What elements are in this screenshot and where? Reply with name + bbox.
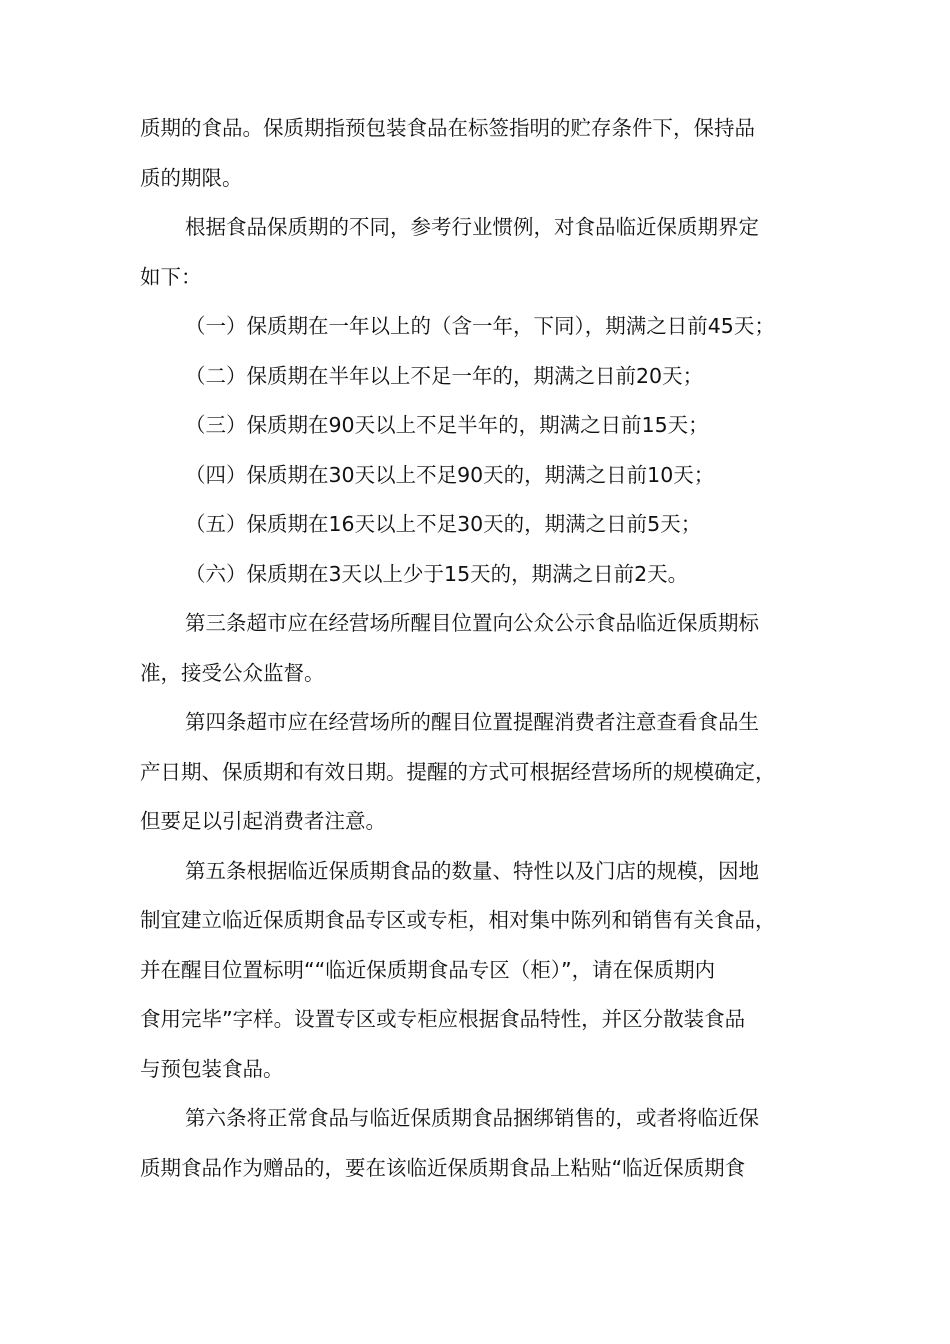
paragraph-first-line: 根据食品保质期的不同，参考行业惯例，对食品临近保质期界定 (185, 215, 759, 239)
list-item: （六）保质期在3天以上少于15天的，期满之日前2天。 (185, 561, 689, 586)
text-line: 但要足以引起消费者注意。 (140, 809, 386, 833)
list-item: （四）保质期在30天以上不足90天的，期满之日前10天； (185, 462, 715, 487)
text-line: 质期食品作为赠品的，要在该临近保质期食品上粘贴“临近保质期食 (140, 1155, 746, 1180)
text-line: 并在醒目位置标明““临近保质期食品专区（柜）”，请在保质期内 (140, 957, 716, 982)
document-body (140, 104, 830, 1193)
text-line: 制宜建立临近保质期食品专区或专柜，相对集中陈列和销售有关食品， (140, 908, 776, 932)
article-5-first-line: 第五条根据临近保质期食品的数量、特性以及门店的规模，因地 (185, 858, 759, 883)
text-line: 如下： (140, 264, 202, 289)
list-item: （二）保质期在半年以上不足一年的，期满之日前20天； (185, 363, 704, 388)
list-item: （一）保质期在一年以上的（含一年，下同），期满之日前45天； (185, 314, 775, 338)
article-4-first-line: 第四条超市应在经营场所的醒目位置提醒消费者注意查看食品生 (185, 710, 759, 734)
text-line: 与预包装食品。 (140, 1056, 284, 1081)
article-3-first-line: 第三条超市应在经营场所醒目位置向公众公示食品临近保质期标 (185, 611, 759, 635)
list-item: （三）保质期在90天以上不足半年的，期满之日前15天； (185, 413, 709, 437)
article-6-first-line: 第六条将正常食品与临近保质期食品捆绑销售的，或者将临近保 (185, 1106, 759, 1130)
text-line: 质的期限。 (140, 165, 243, 190)
text-line: 产日期、保质期和有效日期。提醒的方式可根据经营场所的规模确定， (140, 759, 776, 784)
text-line: 准，接受公众监督。 (140, 660, 325, 685)
text-line: 质期的食品。保质期指预包装食品在标签指明的贮存条件下，保持品 (140, 116, 755, 140)
list-item: （五）保质期在16天以上不足30天的，期满之日前5天； (185, 512, 702, 536)
text-line: 食用完毕”字样。设置专区或专柜应根据食品特性，并区分散装食品 (140, 1007, 746, 1031)
